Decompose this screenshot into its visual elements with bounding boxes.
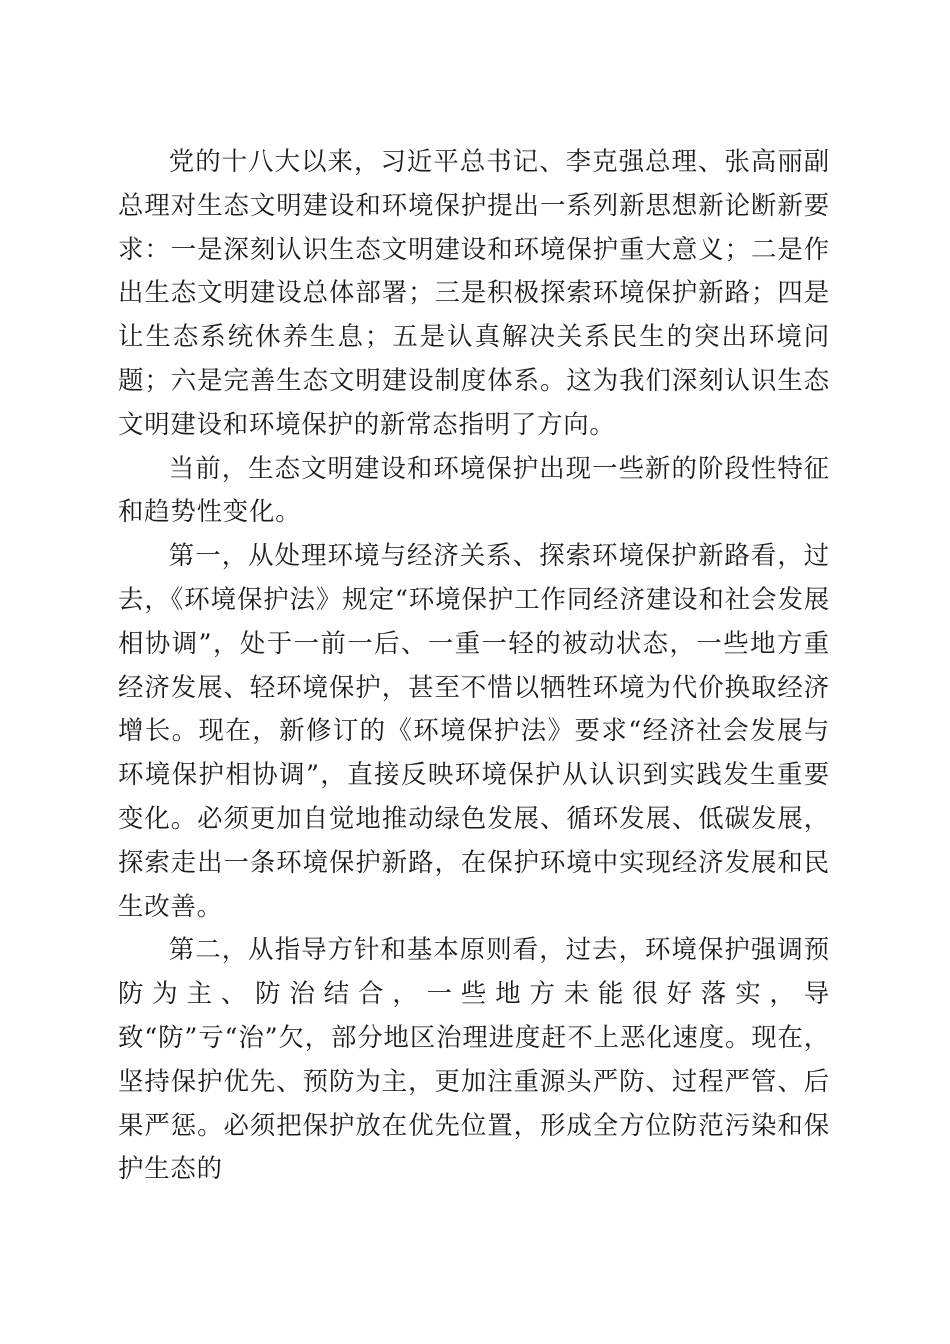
document-body <box>118 140 830 1191</box>
paragraph-policy-overview: 党的十八大以来，习近平总书记、李克强总理、张高丽副总理对生态文明建设和环境保护提出一系列新思想新论断新要求：一是深刻认识生态文明建设和环境保护重大意义；二是作出生态文明建设总体部署；三是积极探索环境保护新路；四是让生态系统休养生息；五是认真解决关系民生的突出环境问题；六是完善生态文明建设制度体系。这为我们深刻认识生态文明建设和环境保护的新常态指明了方向。 <box>118 146 830 439</box>
paragraph-second-point: 第二，从指导方针和基本原则看，过去，环境保护强调预防为主、防治结合，一些地方未能很好落实，导致“防”亏“治”欠，部分地区治理进度赶不上恶化速度。现在，坚持保护优先、预防为主，更加注重源头严防、过程严管、后果严惩。必须把保护放在优先位置，形成全方位防范污染和保护生态的 <box>118 934 830 1184</box>
paragraph-current-situation: 当前，生态文明建设和环境保护出现一些新的阶段性特征和趋势性变化。 <box>118 452 830 527</box>
paragraph-first-point: 第一，从处理环境与经济关系、探索环境保护新路看，过去，《环境保护法》规定“环境保护工作同经济建设和社会发展相协调”，处于一前一后、一重一轻的被动状态，一些地方重经济发展、轻环境保护，甚至不惜以牺牲环境为代价换取经济增长。现在，新修订的《环境保护法》要求“经济社会发展与环境保护相协调”，直接反映环境保护从认识到实践发生重要变化。必须更加自觉地推动绿色发展、循环发展、低碳发展，探索走出一条环境保护新路，在保护环境中实现经济发展和民生改善。 <box>118 540 830 921</box>
